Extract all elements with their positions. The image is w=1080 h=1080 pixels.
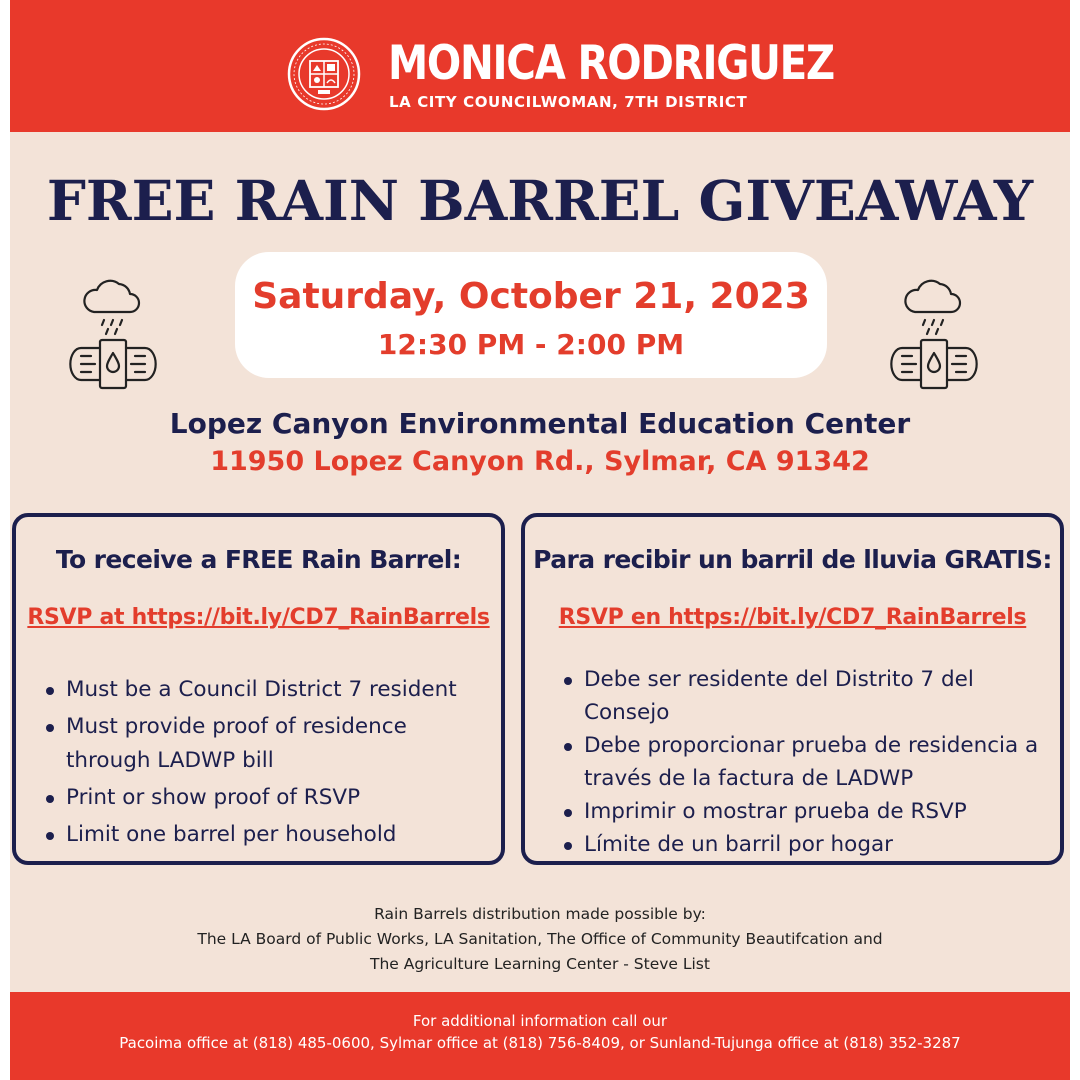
footer-intro: For additional information call our: [412, 1012, 668, 1030]
list-item: Debe ser residente del Distrito 7 del Consejo: [564, 663, 1044, 729]
english-heading: To receive a FREE Rain Barrel:: [55, 545, 462, 574]
credits: [10, 902, 1070, 977]
councilwoman-title: LA CITY COUNCILWOMAN, 7TH DISTRICT: [389, 93, 748, 111]
list-item: Límite de un barril por hogar: [564, 828, 1044, 861]
spanish-requirements-list: [564, 663, 1044, 861]
spanish-instructions-card: [521, 513, 1064, 865]
list-item: Must provide proof of residence through LADWP bill: [46, 710, 496, 778]
list-item: Debe proporcionar prueba de residencia a través de la factura de LADWP: [564, 729, 1044, 795]
councilwoman-name: MONICA RODRIGUEZ: [388, 36, 834, 91]
rain-barrel-icon: [888, 274, 988, 390]
footer-phone-numbers: Pacoima office at (818) 485-0600, Sylmar office at (818) 756-8409, or Sunland-Tujunga office at (818) 352-3287: [119, 1034, 961, 1052]
date-time-box: [235, 252, 827, 378]
list-item: Limit one barrel per household: [46, 818, 496, 852]
spanish-heading: Para recibir un barril de lluvia GRATIS:: [533, 545, 1052, 574]
list-item: Imprimir o mostrar prueba de RSVP: [564, 795, 1044, 828]
header-banner: [10, 0, 1070, 132]
event-venue: Lopez Canyon Environmental Education Center: [169, 407, 911, 440]
spanish-rsvp-link[interactable]: RSVP en https://bit.ly/CD7_RainBarrels: [558, 605, 1027, 630]
credits-partners: The LA Board of Public Works, LA Sanitation, The Office of Community Beautifcation and: [197, 930, 883, 948]
event-time: 12:30 PM - 2:00 PM: [377, 328, 685, 361]
list-item: Must be a Council District 7 resident: [46, 673, 496, 707]
list-item: Print or show proof of RSVP: [46, 781, 496, 815]
event-address: 11950 Lopez Canyon Rd., Sylmar, CA 91342: [210, 446, 870, 477]
city-seal-icon: [287, 37, 361, 111]
page-title: FREE RAIN BARREL GIVEAWAY: [46, 168, 1034, 233]
event-date: Saturday, October 21, 2023: [252, 276, 810, 317]
footer-banner: [10, 992, 1070, 1080]
english-instructions-card: [12, 513, 505, 865]
english-rsvp-link[interactable]: RSVP at https://bit.ly/CD7_RainBarrels: [27, 605, 490, 630]
credits-intro: Rain Barrels distribution made possible by:: [374, 905, 706, 923]
credits-partners-cont: The Agriculture Learning Center - Steve List: [370, 955, 710, 973]
rain-barrel-icon: [67, 274, 167, 390]
english-requirements-list: [46, 673, 496, 855]
flyer: [10, 0, 1070, 1080]
